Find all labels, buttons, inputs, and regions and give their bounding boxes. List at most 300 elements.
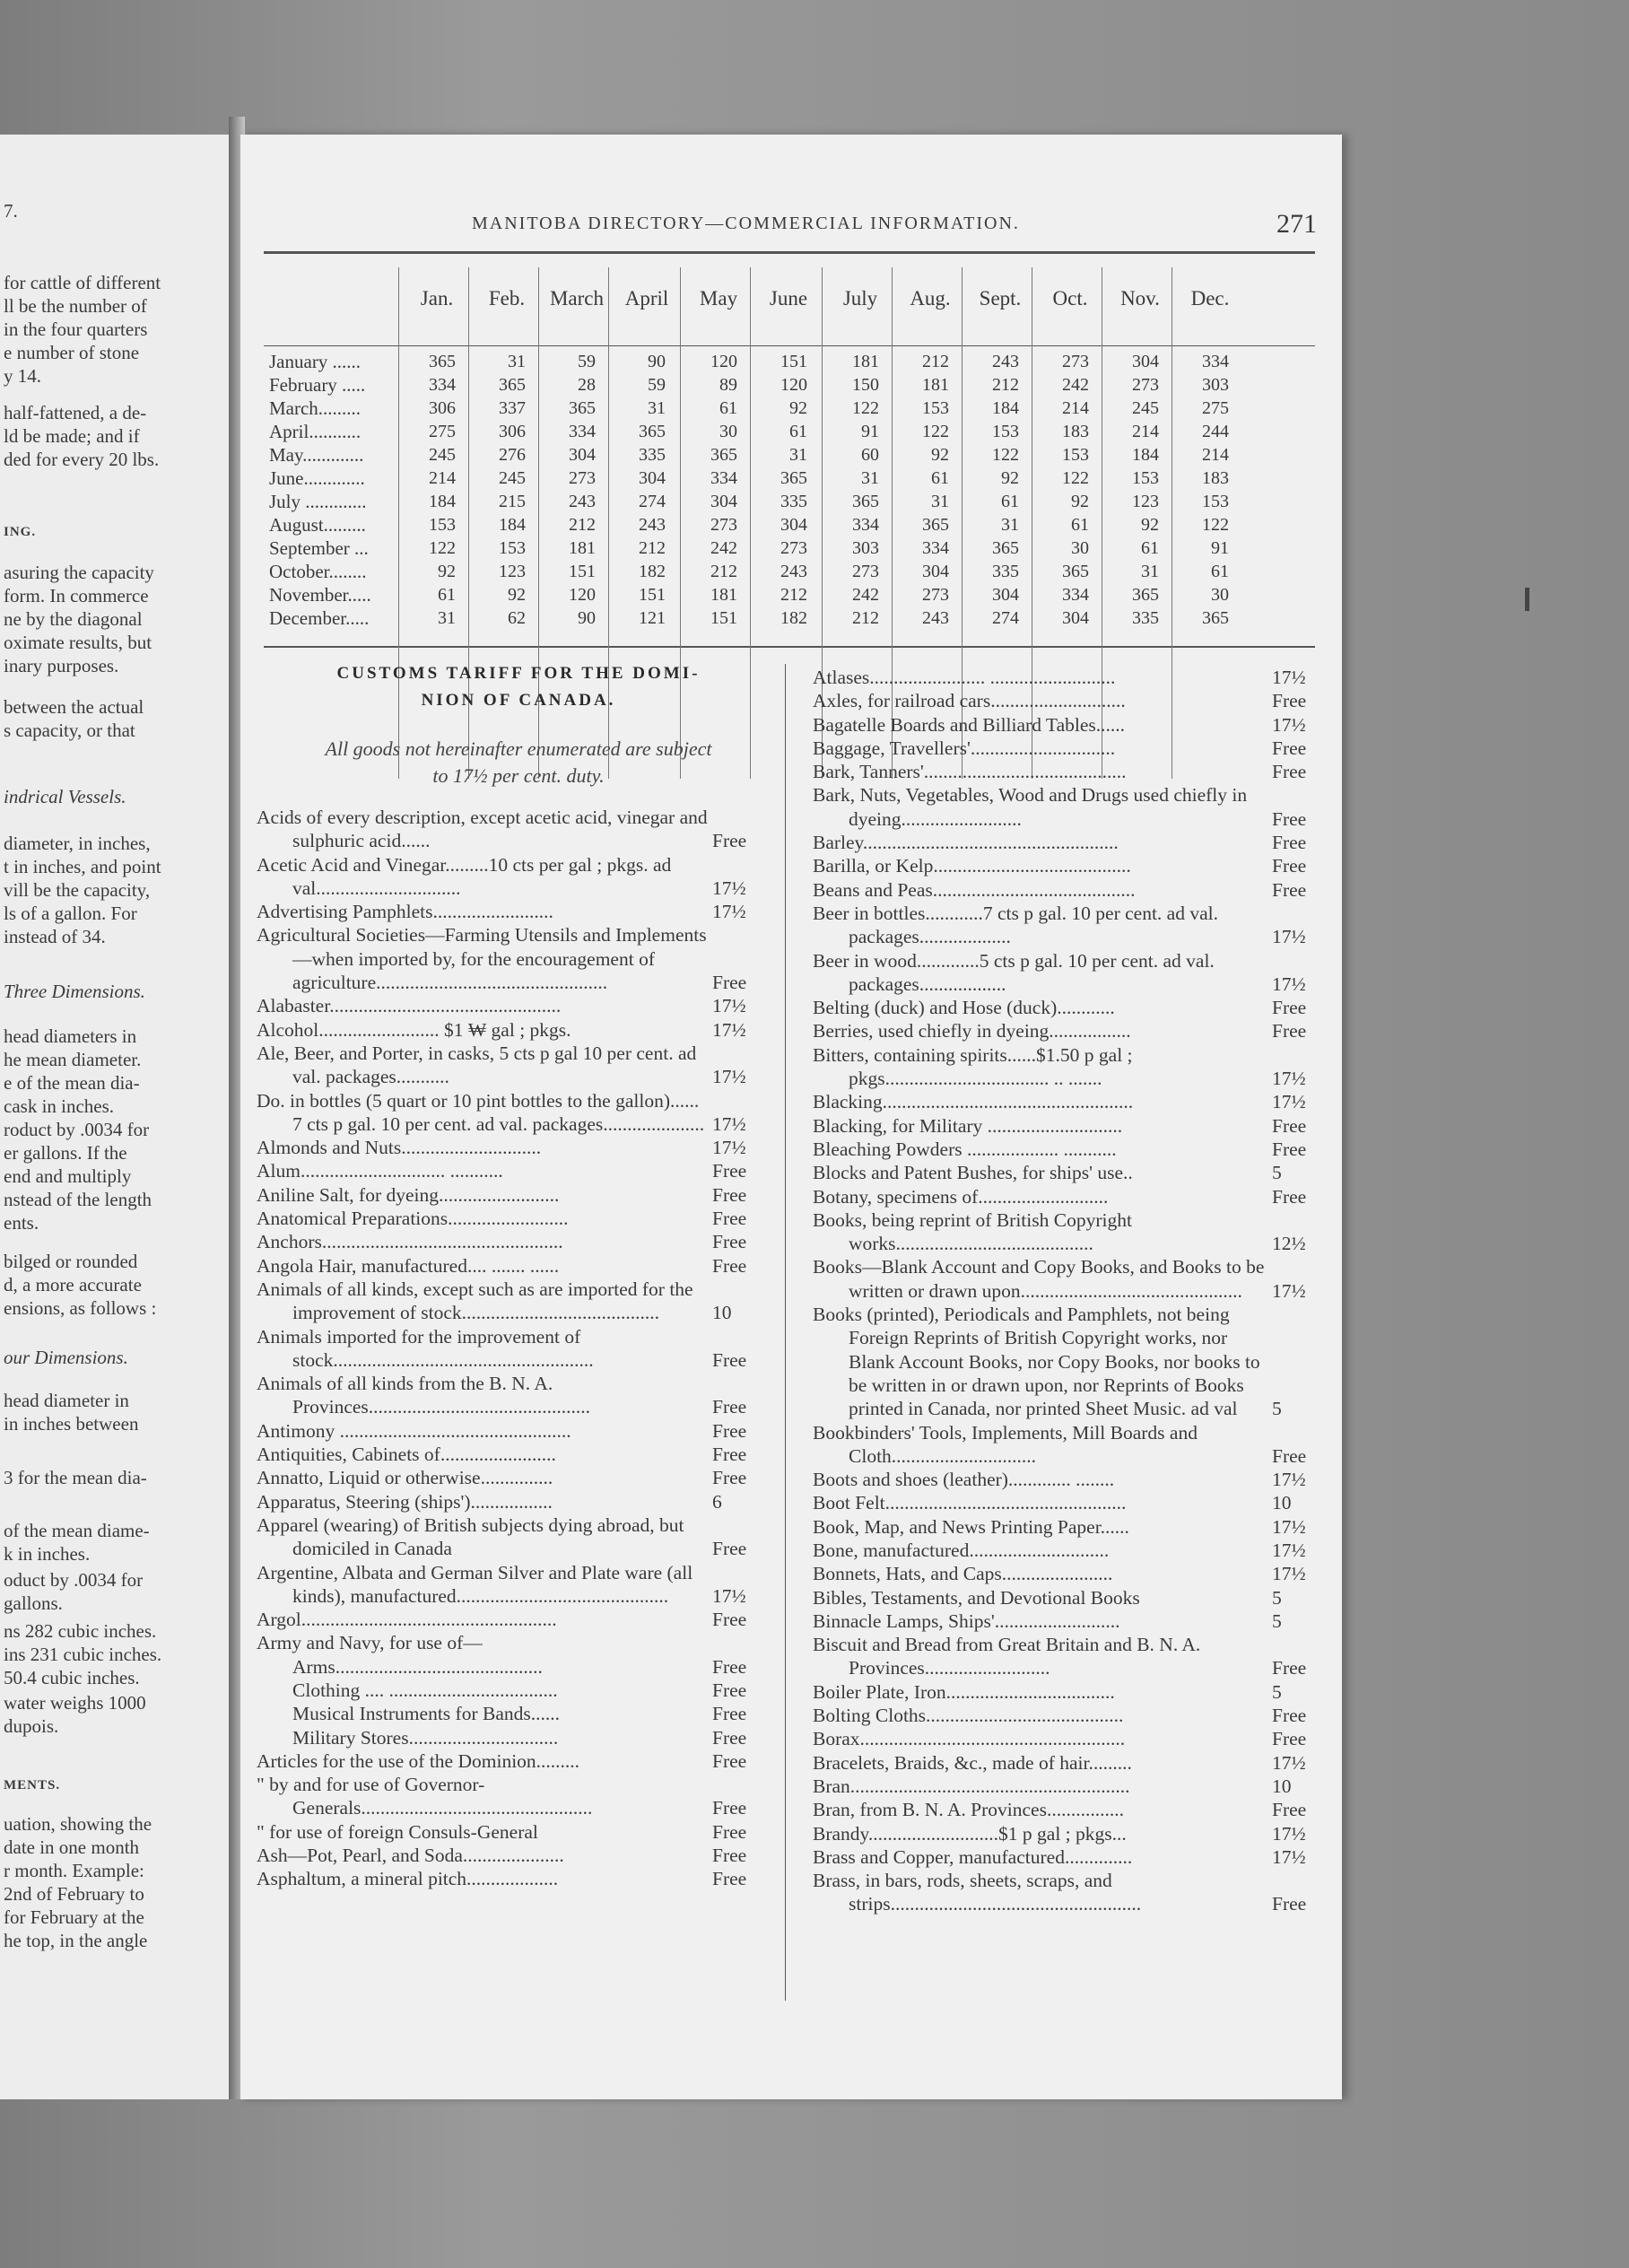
tariff-entry: [257, 1207, 766, 1230]
tariff-entry: [257, 1042, 766, 1089]
tariff-item: Clothing .... ...................................: [292, 1679, 558, 1701]
tariff-entry: [813, 1609, 1326, 1633]
table-cell: 181: [710, 585, 737, 605]
tariff-item: Boiler Plate, Iron...................................: [813, 1680, 1115, 1703]
tariff-entry: [257, 1608, 766, 1631]
tariff-item: Book, Map, and News Printing Paper......: [813, 1515, 1129, 1538]
left-page-line: water weighs 1000: [4, 1692, 146, 1714]
left-page-line: in the four quarters: [4, 318, 148, 340]
left-page-line: ded for every 20 lbs.: [4, 449, 160, 470]
tariff-entry: [257, 1419, 766, 1443]
table-cell: 243: [780, 562, 807, 581]
tariff-duty: Free: [1272, 737, 1307, 759]
table-column-header: Jan.: [420, 287, 454, 310]
tariff-duty: 5: [1272, 1398, 1282, 1420]
tariff-entry: [257, 1561, 766, 1609]
table-cell: 91: [861, 422, 879, 441]
table-cell: 242: [852, 585, 879, 605]
table-cell: 122: [1202, 515, 1229, 535]
left-page-line: indrical Vessels.: [4, 786, 126, 807]
table-cell: 304: [569, 445, 596, 465]
table-cell: 153: [429, 515, 456, 535]
table-cell: 304: [780, 515, 807, 535]
table-cell: 242: [1062, 375, 1089, 395]
table-row-label: September ...: [269, 537, 369, 559]
tariff-item: Antimony ................................................: [257, 1419, 571, 1442]
table-cell: 335: [992, 562, 1019, 581]
tariff-duty: Free: [712, 1655, 747, 1678]
left-page-line: t in inches, and point: [4, 856, 161, 877]
tariff-item: Almonds and Nuts.............................: [257, 1137, 542, 1159]
table-cell: 243: [569, 492, 596, 511]
left-page-line: ld be made; and if: [4, 425, 140, 447]
tariff-duty: 17½: [1272, 926, 1306, 948]
table-cell: 273: [780, 538, 807, 558]
tariff-duty: 17½: [1272, 1279, 1306, 1302]
table-row-label: January ......: [269, 351, 362, 372]
left-page-line: roduct by .0034 for: [4, 1119, 150, 1140]
tariff-item: Advertising Pamphlets.........................: [257, 901, 553, 923]
left-page-line: oduct by .0034 for: [4, 1569, 144, 1591]
table-cell: 60: [861, 445, 879, 465]
table-cell: 151: [710, 608, 737, 628]
tariff-item: Argol.....................................................: [257, 1609, 557, 1631]
tariff-item: Bark, Nuts, Vegetables, Wood and Drugs used chiefly in dyeing.........................: [813, 784, 1248, 830]
table-cell: 121: [639, 608, 666, 628]
table-column-header: Nov.: [1120, 287, 1160, 310]
tariff-entry: [813, 1586, 1326, 1609]
tariff-entry: [257, 1631, 766, 1654]
table-cell: 31: [438, 608, 456, 628]
tariff-intro-line1: All goods not hereinafter enumerated are subject: [325, 737, 712, 760]
table-cell: 243: [922, 608, 949, 628]
left-page-line: er gallons. If the: [4, 1142, 127, 1164]
table-cell: 212: [852, 608, 879, 628]
tariff-item: Books—Blank Account and Copy Books, and Books to be written or drawn upon..............................................: [813, 1256, 1265, 1302]
table-cell: 334: [1062, 585, 1089, 605]
tariff-duty: 17½: [712, 1584, 746, 1607]
left-page-line: uation, showing the: [4, 1813, 152, 1835]
tariff-duty: 17½: [1272, 1751, 1306, 1774]
tariff-item: Acids of every description, except acetic acid, vinegar and sulphuric acid......: [257, 807, 708, 852]
tariff-entry: [257, 994, 766, 1017]
table-cell: 31: [508, 352, 526, 371]
tariff-entry: [257, 1325, 766, 1373]
tariff-duty: Free: [712, 830, 747, 852]
left-page-line: ll be the number of: [4, 295, 147, 317]
table-cell: 273: [1062, 352, 1089, 371]
table-cell: 334: [1202, 352, 1229, 371]
tariff-entry: [257, 1867, 766, 1890]
tariff-duty: 17½: [1272, 1091, 1306, 1113]
left-page-line: ents.: [4, 1212, 39, 1234]
left-page-line: half-fattened, a de-: [4, 402, 147, 423]
table-cell: 182: [639, 562, 666, 581]
table-cell: 122: [429, 538, 456, 558]
tariff-duty: Free: [712, 1231, 747, 1253]
tariff-duty: 17½: [712, 901, 746, 923]
table-cell: 153: [1202, 492, 1229, 511]
tariff-entry: [257, 1466, 766, 1489]
table-cell: 242: [710, 538, 737, 558]
table-column-header: Oct.: [1052, 287, 1088, 310]
table-cell: 334: [852, 515, 879, 535]
tariff-entry: [257, 923, 766, 994]
table-cell: 303: [1202, 375, 1229, 395]
tariff-item: Bracelets, Braids, &c., made of hair.........: [813, 1751, 1132, 1774]
left-page-line: 50.4 cubic inches.: [4, 1667, 140, 1688]
left-page-line: gallons.: [4, 1592, 63, 1614]
table-cell: 120: [780, 375, 807, 395]
tariff-intro-line2: to 17½ per cent. duty.: [432, 764, 605, 787]
tariff-item: Animals imported for the improvement of stock......................................................: [257, 1325, 594, 1371]
left-page-line: end and multiply: [4, 1165, 132, 1187]
tariff-entry: [813, 878, 1326, 902]
tariff-entry: [257, 1513, 766, 1561]
tariff-duty: Free: [1272, 878, 1307, 901]
table-cell: 123: [499, 562, 526, 581]
table-cell: 122: [992, 445, 1019, 465]
table-row-label: November.....: [269, 584, 371, 606]
tariff-entry: [257, 1254, 766, 1278]
table-cell: 334: [569, 422, 596, 441]
tariff-entry: [813, 689, 1326, 712]
page-number: 271: [1276, 209, 1317, 239]
tariff-entry: [813, 1633, 1326, 1680]
table-cell: 31: [931, 492, 949, 511]
tariff-duty: 5: [1272, 1609, 1282, 1632]
tariff-duty: Free: [712, 1419, 747, 1442]
left-page-line: date in one month: [4, 1836, 140, 1858]
tariff-entry: [257, 1490, 766, 1513]
left-page-line: cask in inches.: [4, 1095, 115, 1117]
table-cell: 31: [789, 445, 807, 465]
table-cell: 334: [429, 375, 456, 395]
table-cell: 92: [438, 562, 456, 581]
tariff-item: Bran, from B. N. A. Provinces................: [813, 1799, 1124, 1821]
tariff-item: Brass, in bars, rods, sheets, scraps, and strips....................................................: [813, 1870, 1142, 1915]
left-page-line: he mean diameter.: [4, 1049, 142, 1070]
tariff-item: " for use of foreign Consuls-General: [257, 1820, 538, 1843]
tariff-duty: 17½: [1272, 1822, 1306, 1845]
tariff-item: Books (printed), Periodicals and Pamphlets, not being Foreign Reprints of British Copyright works, nor Blank Account Books, nor Copy Books, nor books to be written in or drawn upon, nor Reprints of Books printed in Canada, nor printed Sheet Music. ad val: [813, 1304, 1260, 1420]
tariff-entry: [813, 760, 1326, 783]
tariff-item: Alum.............................. ...........: [257, 1160, 503, 1182]
table-column-header: June: [769, 287, 808, 310]
table-cell: 212: [639, 538, 666, 558]
table-cell: 92: [508, 585, 526, 605]
tariff-title-line1: CUSTOMS TARIFF FOR THE DOMI-: [336, 664, 701, 683]
tariff-duty: Free: [712, 1679, 747, 1701]
tariff-duty: Free: [1272, 690, 1307, 712]
tariff-entry: [813, 1775, 1326, 1798]
tariff-duty: 17½: [1272, 1068, 1306, 1090]
tariff-duty: Free: [1272, 761, 1307, 783]
table-row-label: May.............: [269, 444, 364, 466]
table-cell: 214: [1202, 445, 1229, 465]
tariff-duty: 17½: [712, 1137, 746, 1159]
left-page-line: in inches between: [4, 1413, 139, 1435]
table-cell: 275: [429, 422, 456, 441]
left-page-line: bilged or rounded: [4, 1251, 138, 1272]
table-header-rule: [264, 345, 1315, 346]
tariff-item: Bookbinders' Tools, Implements, Mill Boards and Cloth..............................: [813, 1421, 1198, 1467]
tariff-item: Aniline Salt, for dyeing.........................: [257, 1183, 560, 1206]
tariff-duty: Free: [712, 1797, 747, 1819]
table-cell: 212: [710, 562, 737, 581]
table-cell: 123: [1132, 492, 1159, 511]
table-cell: 334: [922, 538, 949, 558]
table-cell: 120: [569, 585, 596, 605]
left-page-line: oximate results, but: [4, 632, 152, 653]
tariff-entry: [257, 806, 766, 853]
tariff-duty: Free: [712, 1820, 747, 1843]
table-cell: 61: [789, 422, 807, 441]
left-page-line: e number of stone: [4, 342, 140, 363]
table-cell: 184: [499, 515, 526, 535]
column-divider: [785, 664, 786, 2001]
tariff-duty: Free: [1272, 1705, 1307, 1727]
left-page-fragment: [0, 135, 235, 2099]
table-column-header: Sept.: [979, 287, 1022, 310]
table-cell: 122: [852, 398, 879, 418]
tariff-duty: Free: [712, 1183, 747, 1206]
tariff-item: Bibles, Testaments, and Devotional Books: [813, 1586, 1140, 1609]
tariff-entry: [257, 1183, 766, 1207]
table-cell: 334: [710, 468, 737, 488]
table-row-label: March.........: [269, 397, 362, 419]
tariff-item: Bone, manufactured.............................: [813, 1539, 1110, 1561]
table-cell: 337: [499, 398, 526, 418]
tariff-entry: [813, 949, 1326, 997]
tariff-duty: 17½: [1272, 1539, 1306, 1561]
tariff-entry: [813, 996, 1326, 1019]
tariff-entry: [257, 900, 766, 923]
left-page-line: for cattle of different: [4, 272, 161, 293]
table-cell: 92: [931, 445, 949, 465]
tariff-item: Asphaltum, a mineral pitch...................: [257, 1868, 559, 1890]
table-cell: 273: [569, 468, 596, 488]
tariff-entry: [257, 1702, 766, 1725]
table-cell: 245: [429, 445, 456, 465]
table-cell: 151: [780, 352, 807, 371]
tariff-item: Ash—Pot, Pearl, and Soda.....................: [257, 1845, 564, 1867]
tariff-item: Books, being reprint of British Copyright works.........................................: [813, 1208, 1132, 1255]
table-row-label: February .....: [269, 374, 366, 396]
table-cell: 214: [1062, 398, 1089, 418]
table-cell: 89: [719, 375, 737, 395]
tariff-duty: Free: [1272, 1657, 1307, 1679]
tariff-item: Ale, Beer, and Porter, in casks, 5 cts p gal 10 per cent. ad val. packages...........: [257, 1042, 697, 1088]
table-row-label: October........: [269, 561, 367, 582]
table-cell: 273: [852, 562, 879, 581]
table-cell: 31: [648, 398, 666, 418]
tariff-item: Apparatus, Steering (ships').................: [257, 1490, 553, 1513]
table-cell: 214: [1132, 422, 1159, 441]
table-cell: 304: [1132, 352, 1159, 371]
table-column-header: Aug.: [910, 287, 951, 310]
table-column-header: May: [699, 287, 738, 310]
header-rule: [264, 251, 1315, 254]
tariff-entry: [813, 1043, 1326, 1091]
tariff-duty: 17½: [712, 1018, 746, 1041]
tariff-item: Alcohol......................... $1 ₩ gal ; pkgs.: [257, 1018, 571, 1041]
table-cell: 120: [710, 352, 737, 371]
table-cell: 365: [1132, 585, 1159, 605]
table-cell: 335: [639, 445, 666, 465]
table-cell: 184: [1132, 445, 1159, 465]
table-cell: 61: [1211, 562, 1229, 581]
tariff-entry: [813, 1468, 1326, 1491]
table-cell: 30: [719, 422, 737, 441]
tariff-entry: [257, 1679, 766, 1702]
tariff-duty: Free: [712, 1467, 747, 1489]
tariff-entry: [813, 1161, 1326, 1184]
table-row-label: December.....: [269, 607, 370, 629]
tariff-entry: [257, 1278, 766, 1325]
tariff-duty: Free: [1272, 1185, 1307, 1208]
tariff-item: Beer in wood.............5 cts p gal. 10 per cent. ad val. packages..................: [813, 949, 1215, 995]
left-page-line: 7.: [4, 200, 18, 222]
table-cell: 273: [922, 585, 949, 605]
tariff-item: Military Stores...............................: [292, 1726, 559, 1749]
tariff-duty: Free: [712, 1538, 747, 1560]
tariff-entry: [813, 1704, 1326, 1727]
tariff-duty: Free: [712, 1208, 747, 1230]
tariff-item: Articles for the use of the Dominion.........: [257, 1749, 580, 1772]
tariff-entry: [257, 1136, 766, 1159]
tariff-entry: [813, 1539, 1326, 1562]
tariff-item: Botany, specimens of...........................: [813, 1185, 1109, 1208]
table-row-label: April...........: [269, 421, 362, 442]
tariff-item: Barley.....................................................: [813, 832, 1119, 854]
table-cell: 92: [1141, 515, 1159, 535]
table-cell: 303: [852, 538, 879, 558]
tariff-entry: [813, 1680, 1326, 1704]
left-page-line: for February at the: [4, 1906, 144, 1928]
table-cell: 212: [992, 375, 1019, 395]
tariff-duty: 6: [712, 1490, 722, 1513]
table-cell: 365: [569, 398, 596, 418]
table-bottom-rule: [264, 646, 1315, 648]
tariff-item: Bagatelle Boards and Billiard Tables......: [813, 713, 1125, 736]
left-page-line: ne by the diagonal: [4, 608, 143, 630]
tariff-entry: [813, 1114, 1326, 1138]
tariff-duty: 5: [1272, 1680, 1282, 1703]
tariff-duty: Free: [712, 1868, 747, 1890]
table-cell: 59: [578, 352, 596, 371]
tariff-entry: [813, 1798, 1326, 1821]
tariff-entry: [257, 1820, 766, 1844]
table-cell: 273: [1132, 375, 1159, 395]
table-cell: 304: [1062, 608, 1089, 628]
tariff-entry: [813, 713, 1326, 737]
tariff-item: Bleaching Powders ................... ...........: [813, 1138, 1117, 1160]
tariff-item: Bonnets, Hats, and Caps.......................: [813, 1563, 1113, 1585]
tariff-duty: 17½: [1272, 713, 1306, 736]
table-cell: 59: [648, 375, 666, 395]
tariff-entry: [813, 902, 1326, 949]
tariff-item: Argentine, Albata and German Silver and Plate ware (all kinds), manufactured............................................: [257, 1561, 693, 1607]
table-cell: 151: [639, 585, 666, 605]
tariff-entry: [813, 1562, 1326, 1585]
left-page-line: e of the mean dia-: [4, 1072, 140, 1094]
table-cell: 150: [852, 375, 879, 395]
table-cell: 304: [922, 562, 949, 581]
table-cell: 365: [1062, 562, 1089, 581]
tariff-item: Beer in bottles............7 cts p gal. 10 per cent. ad val. packages...................: [813, 902, 1218, 948]
left-page-line: he top, in the angle: [4, 1930, 148, 1951]
tariff-duty: 17½: [1272, 667, 1306, 688]
tariff-item: Biscuit and Bread from Great Britain and B. N. A. Provinces..........................: [813, 1634, 1201, 1679]
left-page-line: d, a more accurate: [4, 1274, 142, 1295]
left-page-line: ns 282 cubic inches.: [4, 1620, 157, 1642]
tariff-entry: [257, 1230, 766, 1253]
tariff-item: Alabaster................................................: [257, 995, 562, 1017]
table-cell: 61: [1071, 515, 1089, 535]
tariff-duty: 17½: [1272, 1515, 1306, 1538]
table-cell: 61: [438, 585, 456, 605]
running-header: MANITOBA DIRECTORY—COMMERCIAL INFORMATION.: [472, 214, 1020, 233]
tariff-entry: [257, 1089, 766, 1137]
tariff-item: Axles, for railroad cars............................: [813, 690, 1126, 712]
table-cell: 184: [429, 492, 456, 511]
tariff-item: Acetic Acid and Vinegar.........10 cts per gal ; pkgs. ad val..............................: [257, 853, 672, 899]
tariff-item: Blacking, for Military ............................: [813, 1114, 1123, 1137]
tariff-item: Agricultural Societies—Farming Utensils and Implements—when imported by, for the encouragement of agriculture................................................: [257, 924, 707, 994]
tariff-entry: [257, 1159, 766, 1182]
left-page-line: MENTS.: [4, 1778, 61, 1793]
left-page-line: dupois.: [4, 1715, 59, 1737]
left-page-line: diameter, in inches,: [4, 833, 151, 854]
table-cell: 184: [992, 398, 1019, 418]
table-cell: 304: [992, 585, 1019, 605]
table-column-header: Dec.: [1190, 287, 1230, 310]
table-cell: 153: [499, 538, 526, 558]
table-cell: 92: [1001, 468, 1019, 488]
table-cell: 181: [922, 375, 949, 395]
tariff-duty: 10: [712, 1302, 732, 1324]
tariff-entry: [257, 1773, 766, 1820]
tariff-duty: Free: [712, 1726, 747, 1749]
tariff-item: Binnacle Lamps, Ships'..........................: [813, 1609, 1120, 1632]
table-cell: 274: [992, 608, 1019, 628]
table-cell: 245: [499, 468, 526, 488]
table-cell: 275: [1202, 398, 1229, 418]
tariff-item: Berries, used chiefly in dyeing.................: [813, 1020, 1131, 1042]
tariff-duty: Free: [712, 1845, 747, 1867]
tariff-duty: 17½: [1272, 1469, 1306, 1491]
tariff-entry: [813, 737, 1326, 760]
left-page-line: k in inches.: [4, 1543, 91, 1565]
tariff-duty: Free: [1272, 832, 1307, 854]
tariff-duty: Free: [1272, 1138, 1307, 1160]
tariff-item: Atlases........................ ..........................: [813, 667, 1116, 688]
table-cell: 365: [852, 492, 879, 511]
table-cell: 91: [1211, 538, 1229, 558]
table-cell: 244: [1202, 422, 1229, 441]
tariff-item: Annatto, Liquid or otherwise...............: [257, 1467, 553, 1489]
table-cell: 304: [710, 492, 737, 511]
table-cell: 31: [1141, 562, 1159, 581]
table-cell: 306: [499, 422, 526, 441]
table-cell: 183: [1202, 468, 1229, 488]
left-page-line: y 14.: [4, 365, 41, 387]
tariff-duty: Free: [1272, 997, 1307, 1019]
page-271: [240, 135, 1342, 2099]
scan-speck: [1525, 588, 1529, 611]
tariff-duty: Free: [1272, 1893, 1307, 1915]
